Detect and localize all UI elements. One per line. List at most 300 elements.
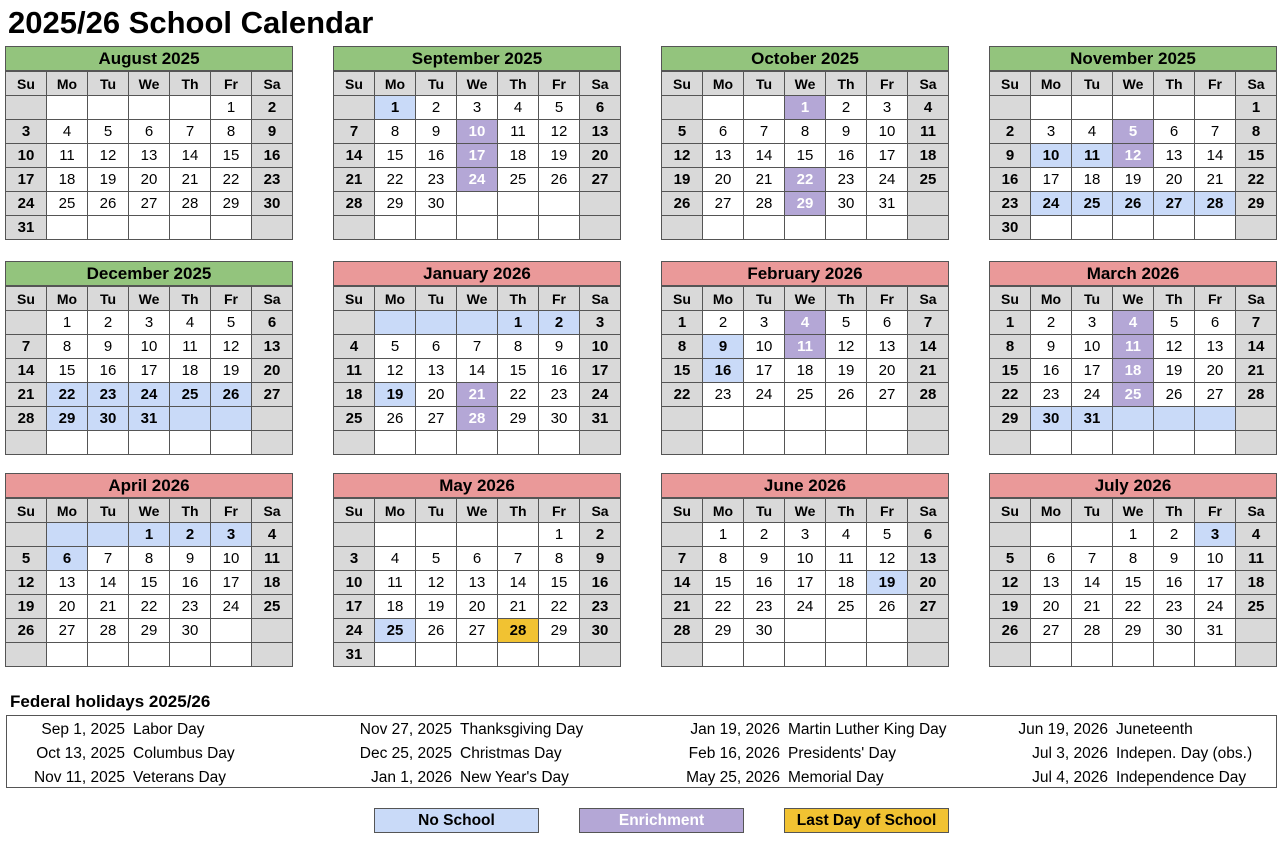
day-cell [1236, 431, 1277, 455]
weekday-header: Mo [375, 499, 416, 523]
week-row [6, 335, 293, 359]
day-cell: 17 [785, 571, 826, 595]
weekday-header: Sa [908, 499, 949, 523]
weekday-header: Tu [88, 499, 129, 523]
month-title: June 2026 [661, 473, 949, 498]
day-cell: 22 [129, 595, 170, 619]
day-cell: 6 [1195, 311, 1236, 335]
day-cell [1236, 216, 1277, 240]
day-cell: 10 [211, 547, 252, 571]
day-cell: 25 [785, 383, 826, 407]
day-cell [170, 407, 211, 431]
day-cell: 16 [703, 359, 744, 383]
day-cell [826, 216, 867, 240]
week-row [6, 595, 293, 619]
month-grid [661, 286, 949, 455]
day-cell: 11 [1113, 335, 1154, 359]
month-calendar [661, 473, 949, 667]
day-cell [375, 311, 416, 335]
day-cell [6, 311, 47, 335]
day-cell [539, 643, 580, 667]
day-cell: 14 [1195, 144, 1236, 168]
day-cell: 11 [1236, 547, 1277, 571]
month-calendar [989, 473, 1277, 667]
week-row [990, 168, 1277, 192]
week-row [334, 120, 621, 144]
day-cell [334, 311, 375, 335]
legend-no-school: No School [374, 808, 539, 833]
day-cell: 4 [47, 120, 88, 144]
day-cell: 3 [211, 523, 252, 547]
day-cell: 19 [1154, 359, 1195, 383]
day-cell [1154, 96, 1195, 120]
week-row [6, 571, 293, 595]
day-cell: 28 [1236, 383, 1277, 407]
day-cell: 19 [375, 383, 416, 407]
day-cell: 12 [867, 547, 908, 571]
day-cell: 3 [6, 120, 47, 144]
day-cell [908, 192, 949, 216]
day-cell: 29 [990, 407, 1031, 431]
weekday-header: Th [1154, 499, 1195, 523]
day-cell: 12 [88, 144, 129, 168]
day-cell [88, 643, 129, 667]
day-cell: 11 [375, 571, 416, 595]
day-cell: 8 [1113, 547, 1154, 571]
day-cell [744, 643, 785, 667]
day-cell [211, 407, 252, 431]
week-row [662, 168, 949, 192]
day-cell: 28 [908, 383, 949, 407]
day-cell: 14 [1072, 571, 1113, 595]
day-cell: 27 [908, 595, 949, 619]
day-cell [580, 643, 621, 667]
month-calendar [333, 473, 621, 667]
day-cell: 23 [416, 168, 457, 192]
day-cell [785, 619, 826, 643]
day-cell: 24 [867, 168, 908, 192]
day-cell: 7 [1236, 311, 1277, 335]
day-cell [580, 431, 621, 455]
week-row [6, 168, 293, 192]
holiday-date: Nov 11, 2025 [33, 769, 125, 786]
day-cell [744, 216, 785, 240]
weekday-header: Mo [375, 287, 416, 311]
month-grid [661, 71, 949, 240]
day-cell: 15 [785, 144, 826, 168]
day-cell [6, 523, 47, 547]
day-cell: 29 [539, 619, 580, 643]
day-cell: 7 [88, 547, 129, 571]
month-title: May 2026 [333, 473, 621, 498]
week-row [990, 547, 1277, 571]
day-cell: 1 [785, 96, 826, 120]
day-cell [908, 643, 949, 667]
day-cell: 17 [334, 595, 375, 619]
day-cell: 13 [1154, 144, 1195, 168]
holiday-date: Jan 1, 2026 [370, 769, 452, 786]
day-cell [416, 523, 457, 547]
day-cell: 23 [744, 595, 785, 619]
day-cell: 27 [1195, 383, 1236, 407]
day-cell [662, 216, 703, 240]
month-grid [333, 498, 621, 667]
day-cell: 20 [416, 383, 457, 407]
day-cell [1236, 643, 1277, 667]
day-cell: 16 [252, 144, 293, 168]
day-cell: 19 [826, 359, 867, 383]
day-cell: 23 [1031, 383, 1072, 407]
week-row [990, 144, 1277, 168]
day-cell: 9 [703, 335, 744, 359]
day-cell: 1 [47, 311, 88, 335]
day-cell [457, 192, 498, 216]
day-cell: 17 [580, 359, 621, 383]
day-cell: 10 [785, 547, 826, 571]
day-cell: 27 [416, 407, 457, 431]
day-cell: 27 [252, 383, 293, 407]
day-cell: 10 [1195, 547, 1236, 571]
day-cell: 21 [908, 359, 949, 383]
day-cell: 22 [47, 383, 88, 407]
week-row [990, 359, 1277, 383]
month-grid [5, 286, 293, 455]
day-cell: 17 [867, 144, 908, 168]
day-cell: 17 [1031, 168, 1072, 192]
weekday-header: Su [662, 72, 703, 96]
day-cell: 25 [498, 168, 539, 192]
day-cell: 1 [211, 96, 252, 120]
day-cell: 8 [129, 547, 170, 571]
day-cell [375, 431, 416, 455]
day-cell: 10 [1031, 144, 1072, 168]
day-cell: 25 [1236, 595, 1277, 619]
weekday-header: Su [334, 499, 375, 523]
day-cell: 14 [662, 571, 703, 595]
day-cell [826, 643, 867, 667]
day-cell: 18 [785, 359, 826, 383]
weekday-header: Th [170, 287, 211, 311]
day-cell: 12 [1113, 144, 1154, 168]
day-cell: 8 [785, 120, 826, 144]
day-cell: 21 [1195, 168, 1236, 192]
day-cell: 11 [334, 359, 375, 383]
weekday-header: Su [662, 499, 703, 523]
day-cell [1113, 431, 1154, 455]
day-cell: 31 [334, 643, 375, 667]
day-cell: 11 [252, 547, 293, 571]
weekday-header: Tu [744, 287, 785, 311]
week-row [334, 192, 621, 216]
weekday-header: Sa [252, 287, 293, 311]
week-row [990, 643, 1277, 667]
day-cell: 12 [539, 120, 580, 144]
day-cell: 30 [539, 407, 580, 431]
day-cell: 13 [1195, 335, 1236, 359]
day-cell: 5 [6, 547, 47, 571]
day-cell [908, 431, 949, 455]
holiday-date: Jan 19, 2026 [690, 721, 780, 738]
month-calendar [5, 46, 293, 240]
day-cell: 14 [744, 144, 785, 168]
day-cell [88, 431, 129, 455]
weekday-header: We [457, 499, 498, 523]
day-cell: 18 [47, 168, 88, 192]
day-cell: 12 [211, 335, 252, 359]
day-cell: 15 [539, 571, 580, 595]
day-cell [1195, 643, 1236, 667]
day-cell: 22 [211, 168, 252, 192]
month-calendar [333, 261, 621, 455]
month-calendar [661, 46, 949, 240]
legend-last-day: Last Day of School [784, 808, 949, 833]
day-cell: 22 [703, 595, 744, 619]
weekday-header: Sa [580, 72, 621, 96]
weekday-header: Th [498, 499, 539, 523]
day-cell: 8 [498, 335, 539, 359]
weekday-header: Sa [1236, 287, 1277, 311]
day-cell: 20 [457, 595, 498, 619]
day-cell [88, 523, 129, 547]
day-cell [990, 431, 1031, 455]
day-cell: 9 [1031, 335, 1072, 359]
month-calendar [989, 261, 1277, 455]
day-cell: 28 [662, 619, 703, 643]
day-cell: 24 [334, 619, 375, 643]
month-grid [661, 498, 949, 667]
day-cell: 17 [1072, 359, 1113, 383]
day-cell: 7 [6, 335, 47, 359]
weekday-header: Th [498, 287, 539, 311]
day-cell: 29 [703, 619, 744, 643]
day-cell: 12 [416, 571, 457, 595]
week-row [990, 192, 1277, 216]
day-cell: 22 [990, 383, 1031, 407]
day-cell: 15 [662, 359, 703, 383]
day-cell: 26 [1113, 192, 1154, 216]
day-cell: 27 [1154, 192, 1195, 216]
week-row [334, 571, 621, 595]
day-cell: 28 [1195, 192, 1236, 216]
holiday-name: Thanksgiving Day [460, 721, 584, 738]
day-cell: 25 [1113, 383, 1154, 407]
weekday-header: Sa [252, 499, 293, 523]
week-row [662, 547, 949, 571]
day-cell: 3 [457, 96, 498, 120]
weekday-header: We [129, 287, 170, 311]
day-cell: 4 [375, 547, 416, 571]
day-cell: 23 [990, 192, 1031, 216]
day-cell: 7 [908, 311, 949, 335]
day-cell: 26 [826, 383, 867, 407]
week-row [662, 523, 949, 547]
weekday-header: Th [826, 499, 867, 523]
day-cell [867, 407, 908, 431]
day-cell [88, 216, 129, 240]
day-cell: 31 [1195, 619, 1236, 643]
day-cell: 6 [1031, 547, 1072, 571]
day-cell [211, 619, 252, 643]
day-cell: 23 [703, 383, 744, 407]
day-cell: 27 [129, 192, 170, 216]
day-cell: 22 [1113, 595, 1154, 619]
weekday-header: Th [170, 499, 211, 523]
week-row [6, 96, 293, 120]
day-cell: 28 [498, 619, 539, 643]
day-cell [1072, 431, 1113, 455]
day-cell: 10 [6, 144, 47, 168]
day-cell [170, 643, 211, 667]
day-cell: 25 [47, 192, 88, 216]
day-cell: 13 [908, 547, 949, 571]
week-row [334, 96, 621, 120]
day-cell [662, 431, 703, 455]
day-cell: 21 [334, 168, 375, 192]
day-cell: 14 [457, 359, 498, 383]
day-cell: 3 [744, 311, 785, 335]
weekday-header: Th [498, 72, 539, 96]
day-cell: 25 [826, 595, 867, 619]
day-cell: 9 [170, 547, 211, 571]
day-cell: 30 [1154, 619, 1195, 643]
day-cell [990, 96, 1031, 120]
week-row [662, 311, 949, 335]
weekday-header: Mo [47, 287, 88, 311]
day-cell: 5 [826, 311, 867, 335]
day-cell: 2 [252, 96, 293, 120]
day-cell [1154, 643, 1195, 667]
day-cell: 2 [744, 523, 785, 547]
weekday-header: Sa [908, 287, 949, 311]
day-cell: 3 [1031, 120, 1072, 144]
day-cell: 15 [1113, 571, 1154, 595]
weekday-header: Tu [416, 287, 457, 311]
day-cell [867, 216, 908, 240]
weekday-header: Fr [211, 72, 252, 96]
day-cell: 21 [457, 383, 498, 407]
day-cell [785, 431, 826, 455]
holiday-name: Martin Luther King Day [788, 721, 947, 738]
day-cell: 24 [744, 383, 785, 407]
day-cell: 16 [170, 571, 211, 595]
day-cell: 12 [990, 571, 1031, 595]
day-cell [580, 216, 621, 240]
day-cell: 30 [252, 192, 293, 216]
weekday-header: Th [826, 72, 867, 96]
day-cell: 17 [129, 359, 170, 383]
month-calendar [989, 46, 1277, 240]
day-cell: 30 [990, 216, 1031, 240]
day-cell [416, 311, 457, 335]
day-cell: 16 [580, 571, 621, 595]
week-row [334, 619, 621, 643]
holiday-date: Jul 4, 2026 [1032, 769, 1108, 786]
month-title: August 2025 [5, 46, 293, 71]
week-row [334, 523, 621, 547]
day-cell: 25 [334, 407, 375, 431]
day-cell: 9 [252, 120, 293, 144]
day-cell [457, 523, 498, 547]
weekday-header: Fr [539, 287, 580, 311]
day-cell: 1 [375, 96, 416, 120]
week-row [662, 643, 949, 667]
day-cell [416, 216, 457, 240]
month-title: December 2025 [5, 261, 293, 286]
week-row [334, 144, 621, 168]
day-cell: 24 [1031, 192, 1072, 216]
weekday-header: We [129, 499, 170, 523]
day-cell: 15 [703, 571, 744, 595]
week-row [662, 192, 949, 216]
day-cell: 31 [867, 192, 908, 216]
day-cell [1031, 643, 1072, 667]
page-title: 2025/26 School Calendar [8, 5, 374, 40]
day-cell [47, 216, 88, 240]
day-cell [990, 523, 1031, 547]
weekday-header: Su [6, 72, 47, 96]
day-cell: 14 [1236, 335, 1277, 359]
day-cell: 24 [1072, 383, 1113, 407]
day-cell: 14 [88, 571, 129, 595]
week-row [990, 523, 1277, 547]
day-cell [662, 96, 703, 120]
week-row [662, 619, 949, 643]
week-row [990, 383, 1277, 407]
day-cell [1072, 96, 1113, 120]
day-cell [867, 643, 908, 667]
week-row [6, 643, 293, 667]
day-cell: 26 [662, 192, 703, 216]
day-cell [47, 643, 88, 667]
day-cell: 4 [1072, 120, 1113, 144]
day-cell: 16 [990, 168, 1031, 192]
month-grid [5, 71, 293, 240]
holiday-date: Dec 25, 2025 [359, 745, 452, 762]
holidays-box [6, 715, 1277, 788]
day-cell: 21 [498, 595, 539, 619]
day-cell: 8 [211, 120, 252, 144]
day-cell [47, 431, 88, 455]
day-cell [252, 643, 293, 667]
legend-enrichment: Enrichment [579, 808, 744, 833]
weekday-header: Fr [1195, 499, 1236, 523]
day-cell: 8 [990, 335, 1031, 359]
day-cell: 19 [6, 595, 47, 619]
weekday-header: Sa [580, 499, 621, 523]
day-cell: 22 [375, 168, 416, 192]
day-cell: 29 [785, 192, 826, 216]
week-row [334, 643, 621, 667]
day-cell [211, 643, 252, 667]
day-cell [1113, 96, 1154, 120]
day-cell [129, 216, 170, 240]
weekday-header: We [457, 287, 498, 311]
day-cell: 5 [867, 523, 908, 547]
day-cell: 2 [990, 120, 1031, 144]
week-row [662, 359, 949, 383]
day-cell: 21 [6, 383, 47, 407]
day-cell: 26 [416, 619, 457, 643]
day-cell: 5 [1154, 311, 1195, 335]
weekday-header: Su [6, 287, 47, 311]
day-cell: 18 [1113, 359, 1154, 383]
day-cell: 7 [1195, 120, 1236, 144]
day-cell [129, 96, 170, 120]
weekday-header: We [785, 72, 826, 96]
weekday-header: Sa [908, 72, 949, 96]
week-row [334, 407, 621, 431]
holiday-name: Veterans Day [133, 769, 227, 786]
